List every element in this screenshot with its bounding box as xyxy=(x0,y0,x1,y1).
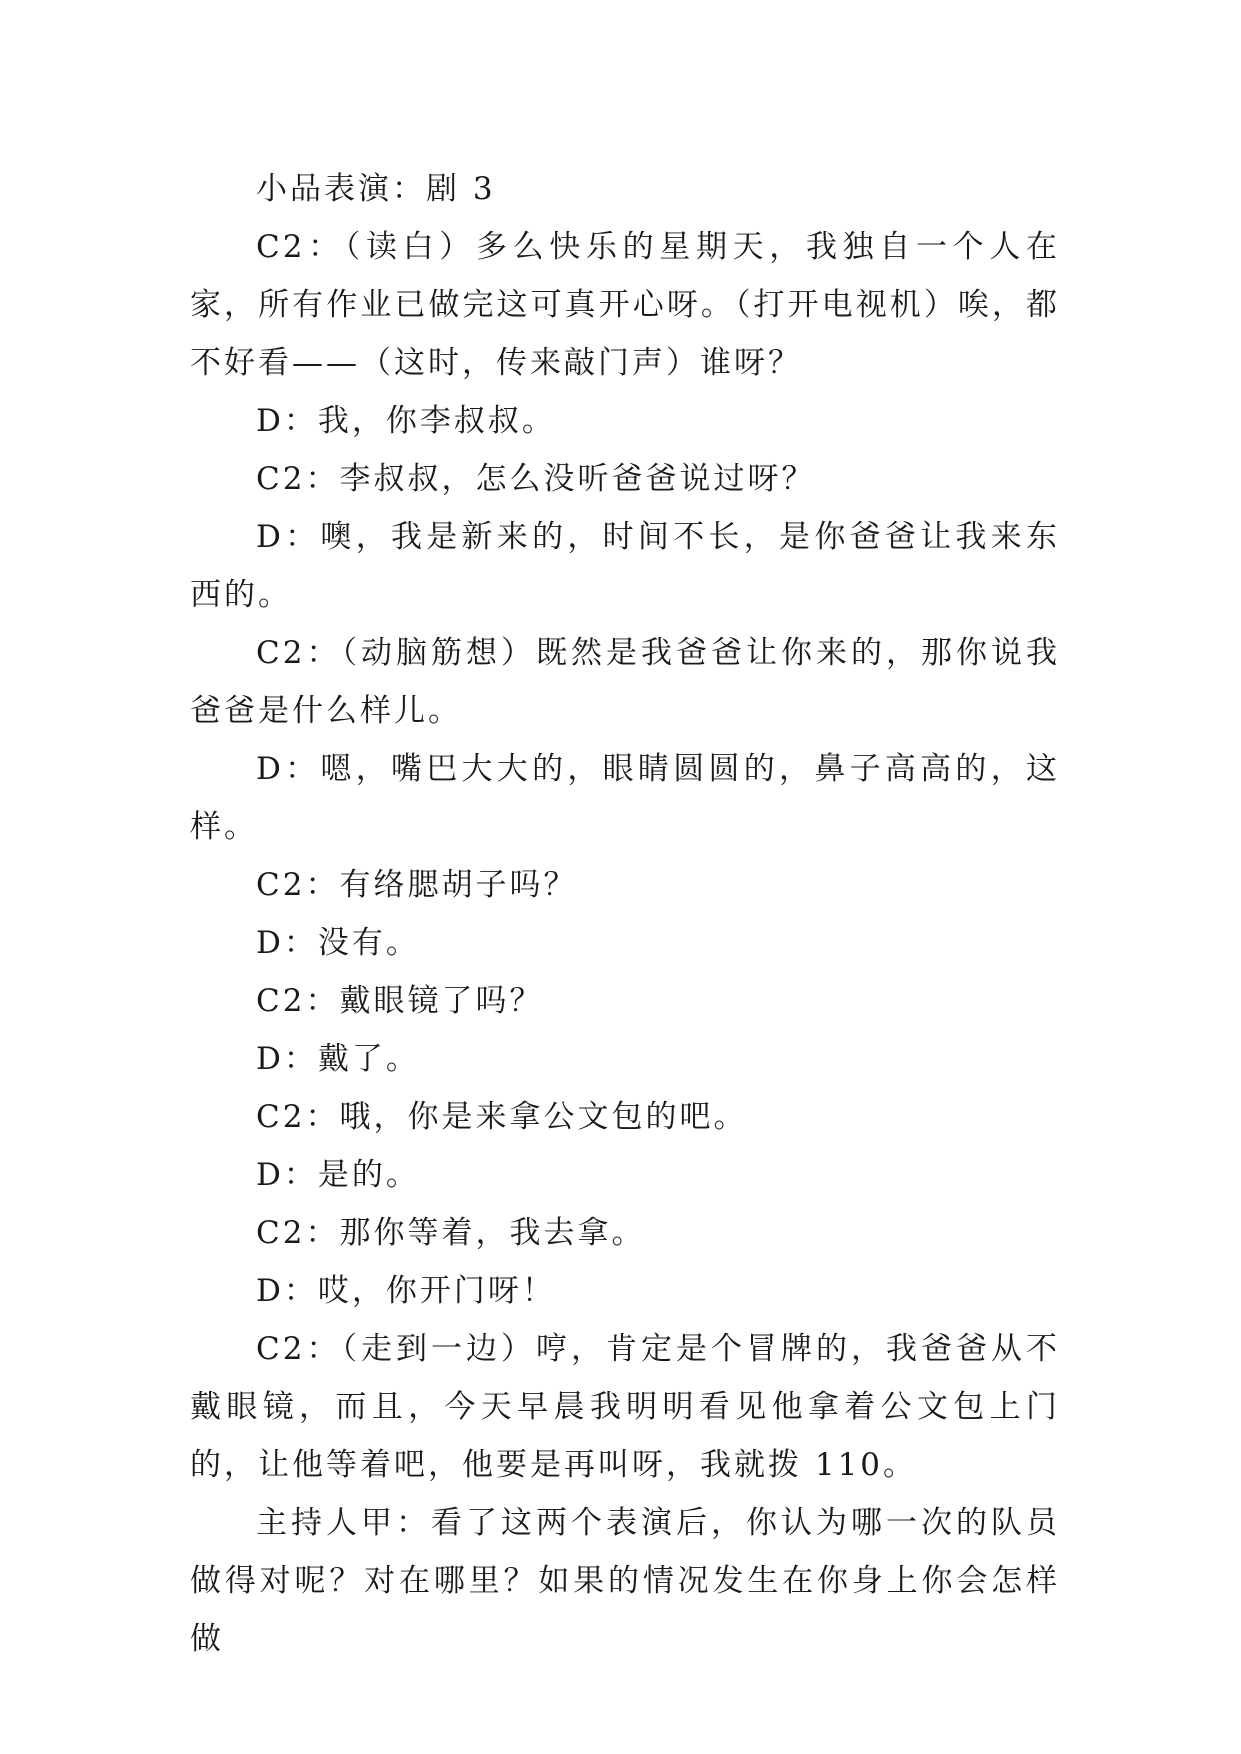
skit-title: 小品表演：剧 3 xyxy=(256,171,496,207)
dialogue-line: D：哎，你开门呀！ xyxy=(256,1273,556,1309)
dialogue-line: C2：李叔叔，怎么没听爸爸说过呀？ xyxy=(256,461,816,497)
dialogue-line: C2：有络腮胡子吗？ xyxy=(256,867,578,903)
dialogue-line: C2：戴眼镜了吗？ xyxy=(256,983,544,1019)
dialogue-line: C2：哦，你是来拿公文包的吧。 xyxy=(256,1099,748,1135)
dialogue-line: D：嗯，嘴巴大大的，眼睛圆圆的，鼻子高高的，这样。 xyxy=(190,751,1060,845)
dialogue-line: C2：（动脑筋想）既然是我爸爸让你来的，那你说我爸爸是什么样儿。 xyxy=(190,635,1060,729)
dialogue-line: C2：那你等着，我去拿。 xyxy=(256,1215,646,1251)
dialogue-line: C2：（读白）多么快乐的星期天，我独自一个人在家，所有作业已做完这可真开心呀。（打开电视机）唉，都不好看——（这时，传来敲门声）谁呀？ xyxy=(190,229,1060,381)
dialogue-line: D：噢，我是新来的，时间不长，是你爸爸让我来东西的。 xyxy=(190,519,1060,613)
dialogue-line: D：是的。 xyxy=(256,1157,420,1193)
host-paragraph: 主持人甲：看了这两个表演后，你认为哪一次的队员做得对呢？对在哪里？如果的情况发生在你身上你会怎样做 xyxy=(190,1505,1060,1657)
dialogue-line: D：没有。 xyxy=(256,925,420,961)
dialogue-line: D：戴了。 xyxy=(256,1041,420,1077)
document-body xyxy=(190,160,1060,1668)
dialogue-line: C2：（走到一边）哼，肯定是个冒牌的，我爸爸从不戴眼镜，而且，今天早晨我明明看见他拿着公文包上门的，让他等着吧，他要是再叫呀，我就拨 110。 xyxy=(190,1331,1060,1483)
dialogue-line: D：我，你李叔叔。 xyxy=(256,403,556,439)
